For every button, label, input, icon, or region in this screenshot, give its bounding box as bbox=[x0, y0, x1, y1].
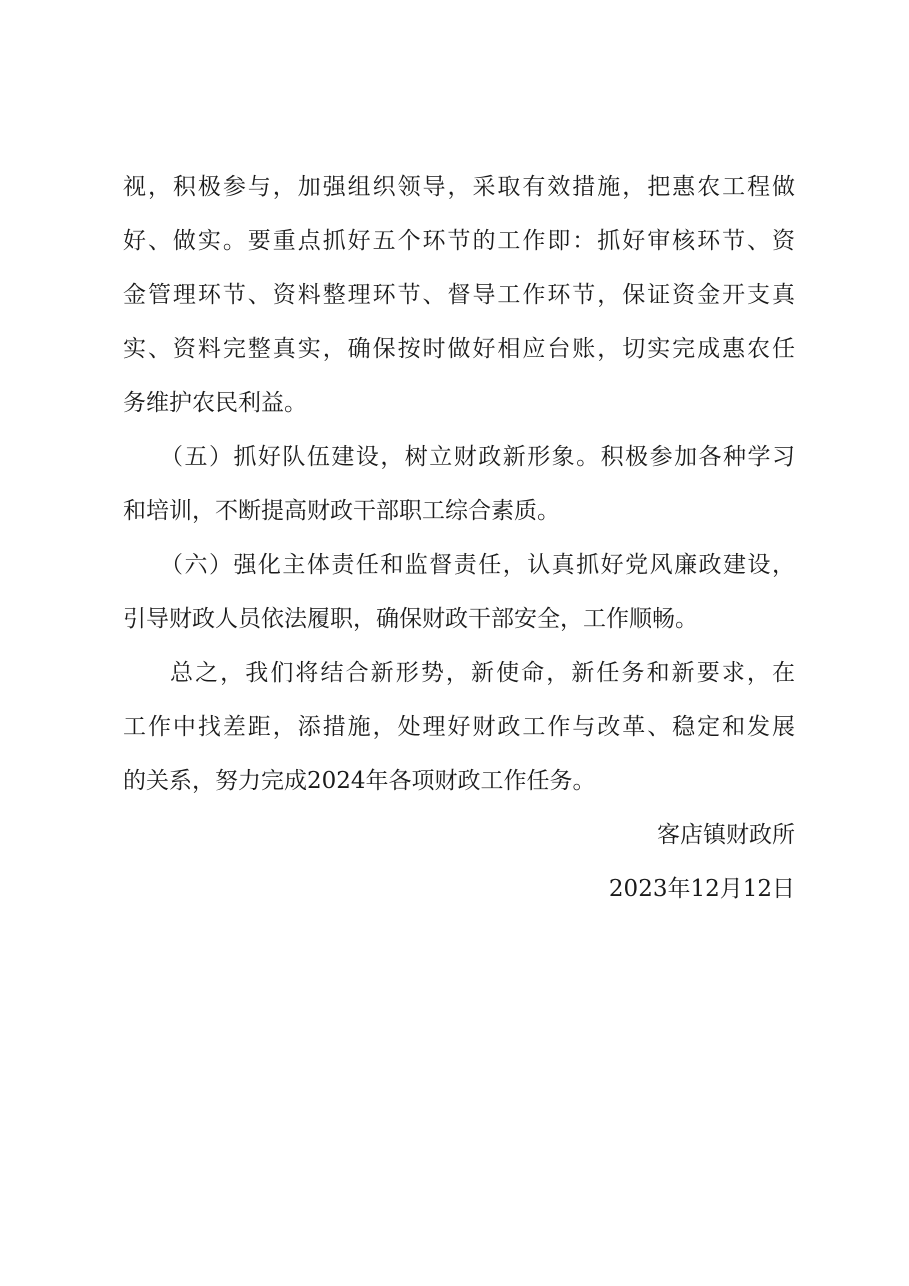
text-line: 和培训，不断提高财政干部职工综合素质。 bbox=[123, 498, 560, 524]
text-line: 视，积极参与，加强组织领导，采取有效措施，把惠农工程做 bbox=[123, 174, 795, 200]
text-line: 金管理环节、资料整理环节、督导工作环节，保证资金开支真 bbox=[123, 282, 795, 308]
text-line: 务维护农民利益。 bbox=[123, 390, 307, 416]
text-line: （六）强化主体责任和监督责任，认真抓好党风廉政建设， bbox=[160, 552, 795, 578]
text-line: 引导财政人员依法履职，确保财政干部安全，工作顺畅。 bbox=[123, 606, 698, 632]
text-line: 工作中找差距，添措施，处理好财政工作与改革、稳定和发展 bbox=[123, 714, 795, 740]
text-line: 总之，我们将结合新形势，新使命，新任务和新要求，在 bbox=[170, 660, 795, 686]
signature-date: 2023年12月12日 bbox=[608, 876, 795, 902]
text-line: （五）抓好队伍建设，树立财政新形象。积极参加各种学习 bbox=[160, 444, 795, 470]
text-line: 的关系，努力完成2024年各项财政工作任务。 bbox=[123, 768, 596, 794]
text-line: 好、做实。要重点抓好五个环节的工作即：抓好审核环节、资 bbox=[123, 228, 795, 254]
signature-organization: 客店镇财政所 bbox=[657, 822, 795, 848]
text-line: 实、资料完整真实，确保按时做好相应台账，切实完成惠农任 bbox=[123, 336, 795, 362]
